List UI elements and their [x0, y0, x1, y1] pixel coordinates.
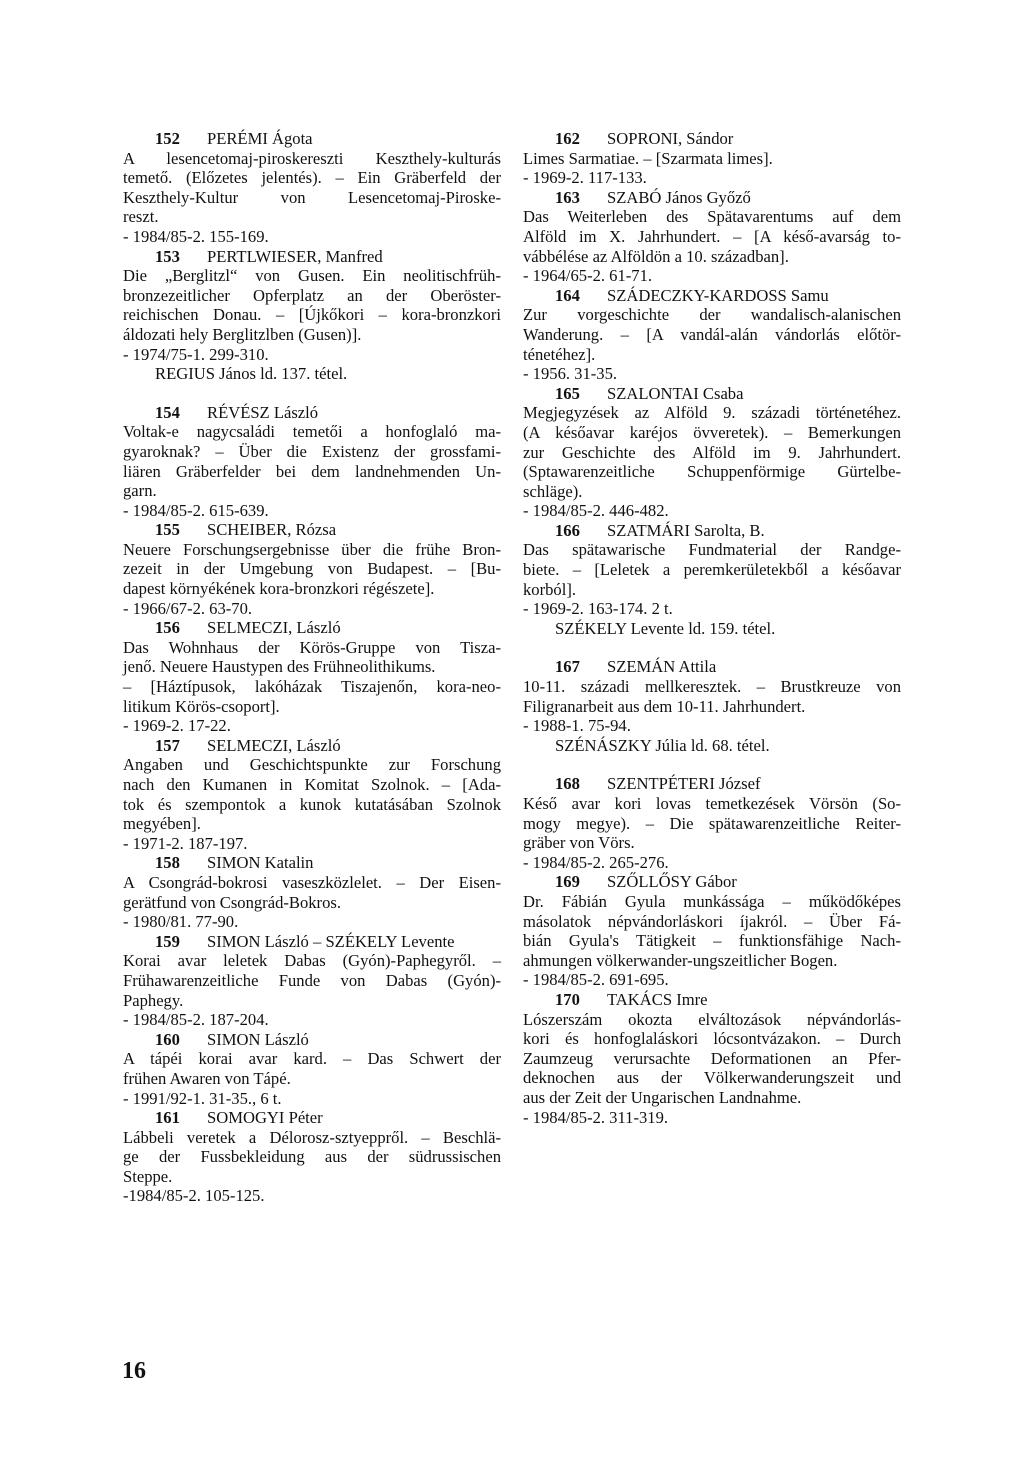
entry-heading: [123, 1108, 501, 1128]
bibliography-entry: [523, 872, 901, 990]
entry-text-line: Neuere Forschungsergebnisse über die frühe Bron-: [123, 539, 501, 559]
entry-author: SZATMÁRI Sarolta, B.: [607, 520, 765, 540]
entry-number: 169: [555, 872, 580, 892]
entry-text-line: - 1984/85-2. 311-319.: [523, 1107, 669, 1127]
entry-text-line: temető. (Előzetes jelentés). – Ein Gräberfeld der: [123, 168, 501, 188]
entry-author: SIMON László – SZÉKELY Levente: [207, 931, 455, 951]
entry-author: RÉVÉSZ László: [207, 402, 319, 422]
entry-author: SZENTPÉTERI József: [607, 774, 761, 794]
entry-text-line: mogy megye). – Die spätawarenzeitliche Reiter-: [523, 813, 901, 833]
entry-text-line: -1984/85-2. 105-125.: [123, 1186, 265, 1206]
entry-heading: [123, 736, 501, 756]
entry-text-line: Keszthely-Kultur von Lesencetomaj-Piroske-: [123, 187, 501, 207]
entry-text-line: Limes Sarmatiae. – [Szarmata limes].: [523, 148, 773, 168]
bibliography-entry: [123, 520, 501, 618]
entry-number: 158: [155, 853, 180, 873]
entry-text-line: gerätfund von Csongrád-Bokros.: [123, 892, 341, 912]
bibliography-entry: [123, 853, 501, 931]
entry-text-line: aus der Zeit der Ungarischen Landnahme.: [523, 1087, 802, 1107]
entry-text-line: Wanderung. – [A vandál-alán vándorlás előtör-: [523, 324, 901, 344]
entry-text-line: garn.: [123, 481, 157, 501]
entry-text-line: bián Gyula's Tätigkeit – funktionsfähige Nach-: [523, 931, 901, 951]
entry-heading: [123, 618, 501, 638]
entry-heading: [123, 520, 501, 540]
entry-number: 165: [555, 383, 580, 403]
entry-text-line: frühen Awaren von Tápé.: [123, 1068, 291, 1088]
entry-text-line: - 1966/67-2. 63-70.: [123, 598, 253, 618]
entry-heading: [523, 384, 901, 404]
entry-number: 161: [155, 1108, 180, 1128]
entry-text-line: Angaben und Geschichtspunkte zur Forschung: [123, 755, 501, 775]
entry-text-line: Frühawarenzeitliche Funde von Dabas (Gyón)-: [123, 970, 501, 990]
entry-author: PERTLWIESER, Manfred: [207, 246, 383, 266]
entry-heading: [523, 286, 901, 306]
entry-text-line: Zaumzeug verursachte Deformationen an Pfer-: [523, 1048, 901, 1068]
entry-number: 163: [555, 187, 580, 207]
entry-heading: [123, 932, 501, 952]
entry-text-line: Filigranarbeit aus dem 10-11. Jahrhundert.: [523, 696, 806, 716]
entry-text-line: - 1969-2. 163-174. 2 t.: [523, 599, 673, 619]
entry-text-line: deknochen aus der Völkerwanderungszeit und: [523, 1068, 901, 1088]
entry-text-line: - 1974/75-1. 299-310.: [123, 344, 269, 364]
entry-heading: [123, 403, 501, 423]
bibliography-entry: [123, 932, 501, 1030]
entry-text-line: Lábbeli veretek a Délorosz-sztyeppről. – Beschlä-: [123, 1127, 501, 1147]
entry-text-line: - 1969-2. 117-133.: [523, 168, 647, 188]
bibliography-entry: [523, 657, 901, 755]
entry-text-line: Das Weiterleben des Spätavarentums auf dem: [523, 207, 901, 227]
entry-number: 154: [155, 402, 180, 422]
entry-heading: [523, 774, 901, 794]
entry-heading: [123, 1030, 501, 1050]
entry-text-line: – [Háztípusok, lakóházak Tiszajenőn, kora-neo-: [123, 677, 501, 697]
entry-text-line: liären Gräberfelder bei dem landnehmenden Un-: [123, 461, 501, 481]
bibliography-entry: [523, 521, 901, 639]
cross-reference: REGIUS János ld. 137. tétel.: [155, 364, 348, 384]
entry-text-line: schläge).: [523, 481, 583, 501]
entry-text-line: reichischen Donau. – [Újkőkori – kora-bronzkori: [123, 305, 501, 325]
entry-author: SZÁDECZKY-KARDOSS Samu: [607, 285, 829, 305]
entry-number: 167: [555, 657, 580, 677]
entry-text-line: kori és honfoglaláskori lócsontvázakon. – Durch: [523, 1029, 901, 1049]
entry-text-line: Die „Berglitzl“ von Gusen. Ein neolitischfrüh-: [123, 266, 501, 286]
entry-heading: [123, 247, 501, 267]
entry-text-line: gräber von Vörs.: [523, 833, 635, 853]
entry-heading: [523, 872, 901, 892]
entry-number: 164: [555, 285, 580, 305]
entry-text-line: Megjegyzések az Alföld 9. századi történetéhez.: [523, 403, 901, 423]
entry-text-line: - 1984/85-2. 265-276.: [523, 852, 669, 872]
entry-text-line: ge der Fussbekleidung aus der südrussischen: [123, 1147, 501, 1167]
bibliography-entry: [523, 286, 901, 384]
entry-text-line: Voltak-e nagycsaládi temetői a honfoglaló ma-: [123, 422, 501, 442]
entry-text-line: Das Wohnhaus der Körös-Gruppe von Tisza-: [123, 637, 501, 657]
entry-text-line: ténetéhez].: [523, 344, 596, 364]
page-number: 16: [122, 1358, 146, 1384]
entry-text-line: - 1956. 31-35.: [523, 364, 618, 384]
entry-heading: [523, 657, 901, 677]
entry-text-line: Korai avar leletek Dabas (Gyón)-Paphegyről. –: [123, 951, 501, 971]
entry-number: 162: [555, 129, 580, 148]
entry-text-line: reszt.: [123, 207, 159, 227]
entry-text-line: nach den Kumanen in Komitat Szolnok. – [Ada-: [123, 775, 501, 794]
entry-author: SCHEIBER, Rózsa: [207, 520, 337, 540]
entry-number: 160: [155, 1029, 180, 1049]
entry-text-line: Das spätawarische Fundmaterial der Randge-: [523, 540, 901, 560]
entry-text-line: Zur vorgeschichte der wandalisch-alanischen: [523, 305, 901, 325]
entry-text-line: jenő. Neuere Haustypen des Frühneolithikums.: [123, 657, 436, 677]
entry-text-line: - 1964/65-2. 61-71.: [523, 266, 653, 286]
entry-heading: [523, 129, 901, 149]
entry-author: SZŐLLŐSY Gábor: [607, 872, 737, 892]
right-column: [523, 129, 901, 1127]
entry-text-line: 10-11. századi mellkeresztek. – Brustkreuze von: [523, 677, 901, 697]
entry-author: SELMECZI, László: [207, 618, 341, 638]
entry-text-line: zezeit in der Umgebung von Budapest. – [Bu-: [123, 559, 501, 579]
entry-heading: [123, 129, 501, 149]
entry-text-line: A lesencetomaj-piroskereszti Keszthely-kulturás: [123, 148, 501, 168]
entry-text-line: - 1980/81. 77-90.: [123, 912, 239, 932]
entry-text-line: - 1984/85-2. 615-639.: [123, 500, 269, 520]
entry-text-line: vábbélése az Alföldön a 10. században].: [523, 246, 789, 266]
entry-text-line: - 1969-2. 17-22.: [123, 716, 231, 736]
entry-number: 152: [155, 129, 180, 148]
entry-text-line: - 1984/85-2. 187-204.: [123, 1010, 269, 1030]
entry-text-line: Steppe.: [123, 1166, 173, 1186]
entry-author: SZABÓ János Győző: [607, 187, 751, 207]
bibliography-entry: [123, 1030, 501, 1108]
bibliography-entry: [123, 1108, 501, 1206]
entry-text-line: litikum Körös-csoport].: [123, 696, 280, 716]
entry-text-line: áldozati hely Berglitzlben (Gusen)].: [123, 324, 362, 344]
entry-text-line: tok és szempontok a kunok kutatásában Szolnok: [123, 794, 501, 814]
entry-text-line: másolatok népvándorláskori íjakról. – Über Fá-: [523, 911, 901, 931]
bibliography-entry: [123, 129, 501, 247]
entry-text-line: - 1984/85-2. 446-482.: [523, 501, 669, 521]
entry-text-line: (Sptawarenzeitliche Schuppenförmige Gürtelbe-: [523, 462, 901, 482]
entry-text-line: - 1971-2. 187-197.: [123, 833, 248, 853]
entry-number: 156: [155, 618, 180, 638]
entry-heading: [523, 521, 901, 541]
bibliography-entry: [523, 774, 901, 872]
entry-text-line: megyében].: [123, 814, 201, 834]
entry-number: 157: [155, 735, 180, 755]
bibliography-entry: [523, 384, 901, 521]
entry-text-line: Paphegy.: [123, 990, 184, 1010]
cross-reference: SZÉNÁSZKY Júlia ld. 68. tétel.: [555, 735, 770, 755]
entry-heading: [523, 188, 901, 208]
entry-text-line: - 1988-1. 75-94.: [523, 716, 631, 736]
entry-text-line: dapest környékének kora-bronzkori régészete].: [123, 579, 435, 599]
entry-text-line: gyaroknak? – Über die Existenz der grossfami-: [123, 441, 501, 461]
entry-author: SZEMÁN Attila: [607, 657, 717, 677]
cross-reference: SZÉKELY Levente ld. 159. tétel.: [555, 618, 776, 638]
entry-text-line: - 1984/85-2. 691-695.: [523, 970, 669, 990]
bibliography-entry: [123, 736, 501, 854]
bibliography-entry: [523, 990, 901, 1127]
entry-text-line: ahmungen völkerwander-ungszeitlicher Bogen.: [523, 950, 838, 970]
entry-author: SELMECZI, László: [207, 735, 341, 755]
entry-author: SIMON Katalin: [207, 853, 314, 873]
entry-text-line: (A későavar karéjos övveretek). – Bemerkungen: [523, 422, 901, 442]
entry-text-line: bronzezeitlicher Opferplatz an der Oberöster-: [123, 285, 501, 305]
entry-text-line: Lószerszám okozta elváltozások népvándorlás-: [523, 1009, 901, 1029]
entry-text-line: Dr. Fábián Gyula munkássága – működőképes: [523, 891, 901, 911]
entry-text-line: A Csongrád-bokrosi vaseszközlelet. – Der Eisen-: [123, 872, 501, 892]
entry-number: 159: [155, 931, 180, 951]
bibliography-entry: [123, 247, 501, 384]
entry-heading: [523, 990, 901, 1010]
entry-heading: [123, 853, 501, 873]
entry-number: 166: [555, 520, 580, 540]
entry-text-line: A tápéi korai avar kard. – Das Schwert der: [123, 1049, 501, 1069]
entry-number: 153: [155, 246, 180, 266]
entry-number: 170: [555, 989, 580, 1009]
entry-author: SZALONTAI Csaba: [607, 383, 744, 403]
bibliography-entry: [123, 403, 501, 521]
entry-text-line: Késő avar kori lovas temetkezések Vörsön (So-: [523, 794, 901, 813]
entry-text-line: korból].: [523, 579, 576, 599]
left-column: [123, 129, 501, 1206]
bibliography-entry: [523, 188, 901, 286]
entry-author: TAKÁCS Imre: [607, 989, 708, 1009]
entry-author: SIMON László: [207, 1029, 309, 1049]
bibliography-entry: [123, 618, 501, 736]
entry-number: 155: [155, 520, 180, 540]
entry-text-line: - 1991/92-1. 31-35., 6 t.: [123, 1088, 282, 1108]
entry-text-line: Alföld im X. Jahrhundert. – [A késő-avarság to-: [523, 226, 901, 246]
entry-text-line: zur Geschichte des Alföld im 9. Jahrhundert.: [523, 442, 901, 462]
entry-author: SOPRONI, Sándor: [607, 129, 734, 148]
entry-author: SOMOGYI Péter: [207, 1108, 323, 1128]
entry-author: PERÉMI Ágota: [207, 129, 313, 148]
bibliography-entry: [523, 129, 901, 188]
entry-text-line: biete. – [Leletek a peremkerületekből a későavar: [523, 560, 901, 580]
entry-text-line: - 1984/85-2. 155-169.: [123, 226, 269, 246]
entry-number: 168: [555, 774, 580, 794]
